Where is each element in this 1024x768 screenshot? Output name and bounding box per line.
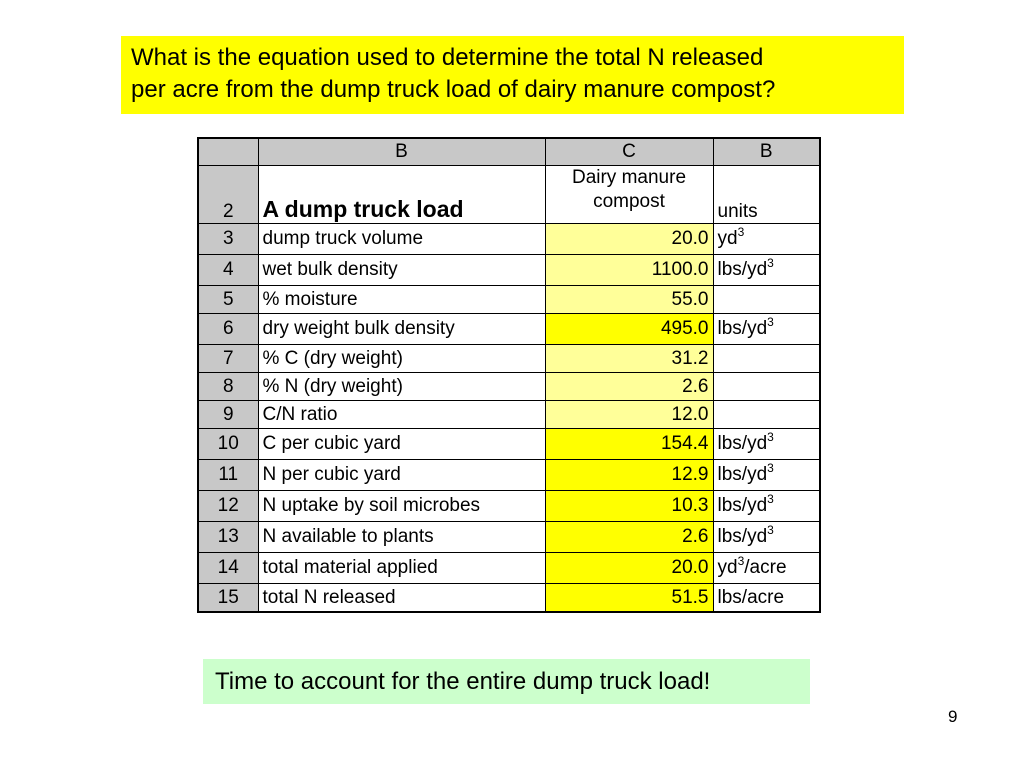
row-label-cell[interactable]: N uptake by soil microbes [258,491,545,522]
table-row [198,255,820,286]
row-number[interactable]: 10 [198,429,258,460]
unit-cell[interactable] [713,553,820,584]
unit-text: lbs/yd [717,318,768,339]
unit-text: lbs/yd [717,526,768,547]
value-cell[interactable]: 20.0 [545,224,713,255]
unit-text: yd [717,557,738,578]
unit-exponent: 3 [737,554,745,568]
table-row [198,584,820,613]
row-label-cell[interactable]: dry weight bulk density [258,314,545,345]
value-cell[interactable]: 31.2 [545,345,713,373]
row-label-cell[interactable]: total material applied [258,553,545,584]
table-row [198,286,820,314]
units-column-header[interactable]: units [713,166,820,224]
unit-text: lbs/yd [717,464,768,485]
unit-exponent: 3 [767,492,774,506]
unit-text: lbs/yd [717,433,768,454]
value-cell[interactable]: 2.6 [545,373,713,401]
question-line-1: What is the equation used to determine the total N released [131,44,764,71]
row-label-cell[interactable]: % C (dry weight) [258,345,545,373]
row-number[interactable]: 8 [198,373,258,401]
table-row [198,314,820,345]
value-cell[interactable]: 10.3 [545,491,713,522]
value-cell[interactable]: 12.0 [545,401,713,429]
unit-exponent: 3 [767,256,774,270]
unit-exponent: 3 [737,225,745,239]
row-number[interactable]: 9 [198,401,258,429]
value-cell[interactable]: 1100.0 [545,255,713,286]
table-row [198,224,820,255]
unit-cell[interactable] [713,460,820,491]
unit-cell[interactable] [713,491,820,522]
row-number[interactable]: 7 [198,345,258,373]
row-number[interactable]: 13 [198,522,258,553]
row-number[interactable]: 12 [198,491,258,522]
row-label-cell[interactable]: total N released [258,584,545,613]
unit-cell[interactable] [713,314,820,345]
unit-text: lbs/yd [717,259,768,280]
unit-exponent: 3 [767,461,774,475]
column-header-row [198,138,820,166]
value-column-header[interactable] [545,166,713,224]
unit-cell[interactable] [713,522,820,553]
row-number[interactable]: 11 [198,460,258,491]
row-number[interactable]: 14 [198,553,258,584]
row-label-cell[interactable]: N available to plants [258,522,545,553]
value-cell[interactable]: 51.5 [545,584,713,613]
row-label-cell[interactable]: N per cubic yard [258,460,545,491]
unit-cell[interactable] [713,429,820,460]
question-box [121,36,904,114]
table-title[interactable]: A dump truck load [258,166,545,224]
row-label-cell[interactable]: dump truck volume [258,224,545,255]
unit-cell[interactable] [713,373,820,401]
value-cell[interactable]: 495.0 [545,314,713,345]
title-row [198,166,820,224]
unit-cell[interactable] [713,255,820,286]
table-row [198,491,820,522]
unit-suffix: /acre [744,557,787,578]
table-row [198,553,820,584]
table-row [198,345,820,373]
value-cell[interactable]: 20.0 [545,553,713,584]
row-number[interactable]: 15 [198,584,258,613]
value-cell[interactable]: 12.9 [545,460,713,491]
page-number: 9 [948,707,958,726]
unit-cell[interactable] [713,345,820,373]
value-cell[interactable]: 55.0 [545,286,713,314]
unit-cell[interactable] [713,401,820,429]
unit-exponent: 3 [767,315,774,329]
row-label-cell[interactable]: C/N ratio [258,401,545,429]
row-number[interactable]: 6 [198,314,258,345]
value-cell[interactable]: 2.6 [545,522,713,553]
column-header-b-2[interactable]: B [713,138,820,166]
unit-cell[interactable] [713,584,820,613]
column-header-b[interactable]: B [258,138,545,166]
row-number[interactable]: 5 [198,286,258,314]
row-number[interactable]: 2 [198,166,258,224]
row-label-cell[interactable]: wet bulk density [258,255,545,286]
table-row [198,401,820,429]
table-row [198,522,820,553]
value-cell[interactable]: 154.4 [545,429,713,460]
spreadsheet-table [197,137,821,613]
table-row [198,373,820,401]
row-number[interactable]: 4 [198,255,258,286]
value-header-line-1: Dairy manure [571,167,687,188]
corner-cell [198,138,258,166]
answer-box: Time to account for the entire dump truck load! [203,659,810,704]
question-line-2: per acre from the dump truck load of dairy manure compost? [131,76,776,103]
column-header-c[interactable]: C [545,138,713,166]
row-number[interactable]: 3 [198,224,258,255]
unit-text: lbs/acre [717,586,785,608]
row-label-cell[interactable]: % moisture [258,286,545,314]
table-row [198,429,820,460]
unit-exponent: 3 [767,523,774,537]
unit-text: yd [717,228,738,249]
unit-exponent: 3 [767,430,774,444]
unit-text: lbs/yd [717,495,768,516]
unit-cell[interactable] [713,224,820,255]
table-row [198,460,820,491]
row-label-cell[interactable]: % N (dry weight) [258,373,545,401]
value-header-line-2: compost [593,191,665,212]
row-label-cell[interactable]: C per cubic yard [258,429,545,460]
unit-cell[interactable] [713,286,820,314]
